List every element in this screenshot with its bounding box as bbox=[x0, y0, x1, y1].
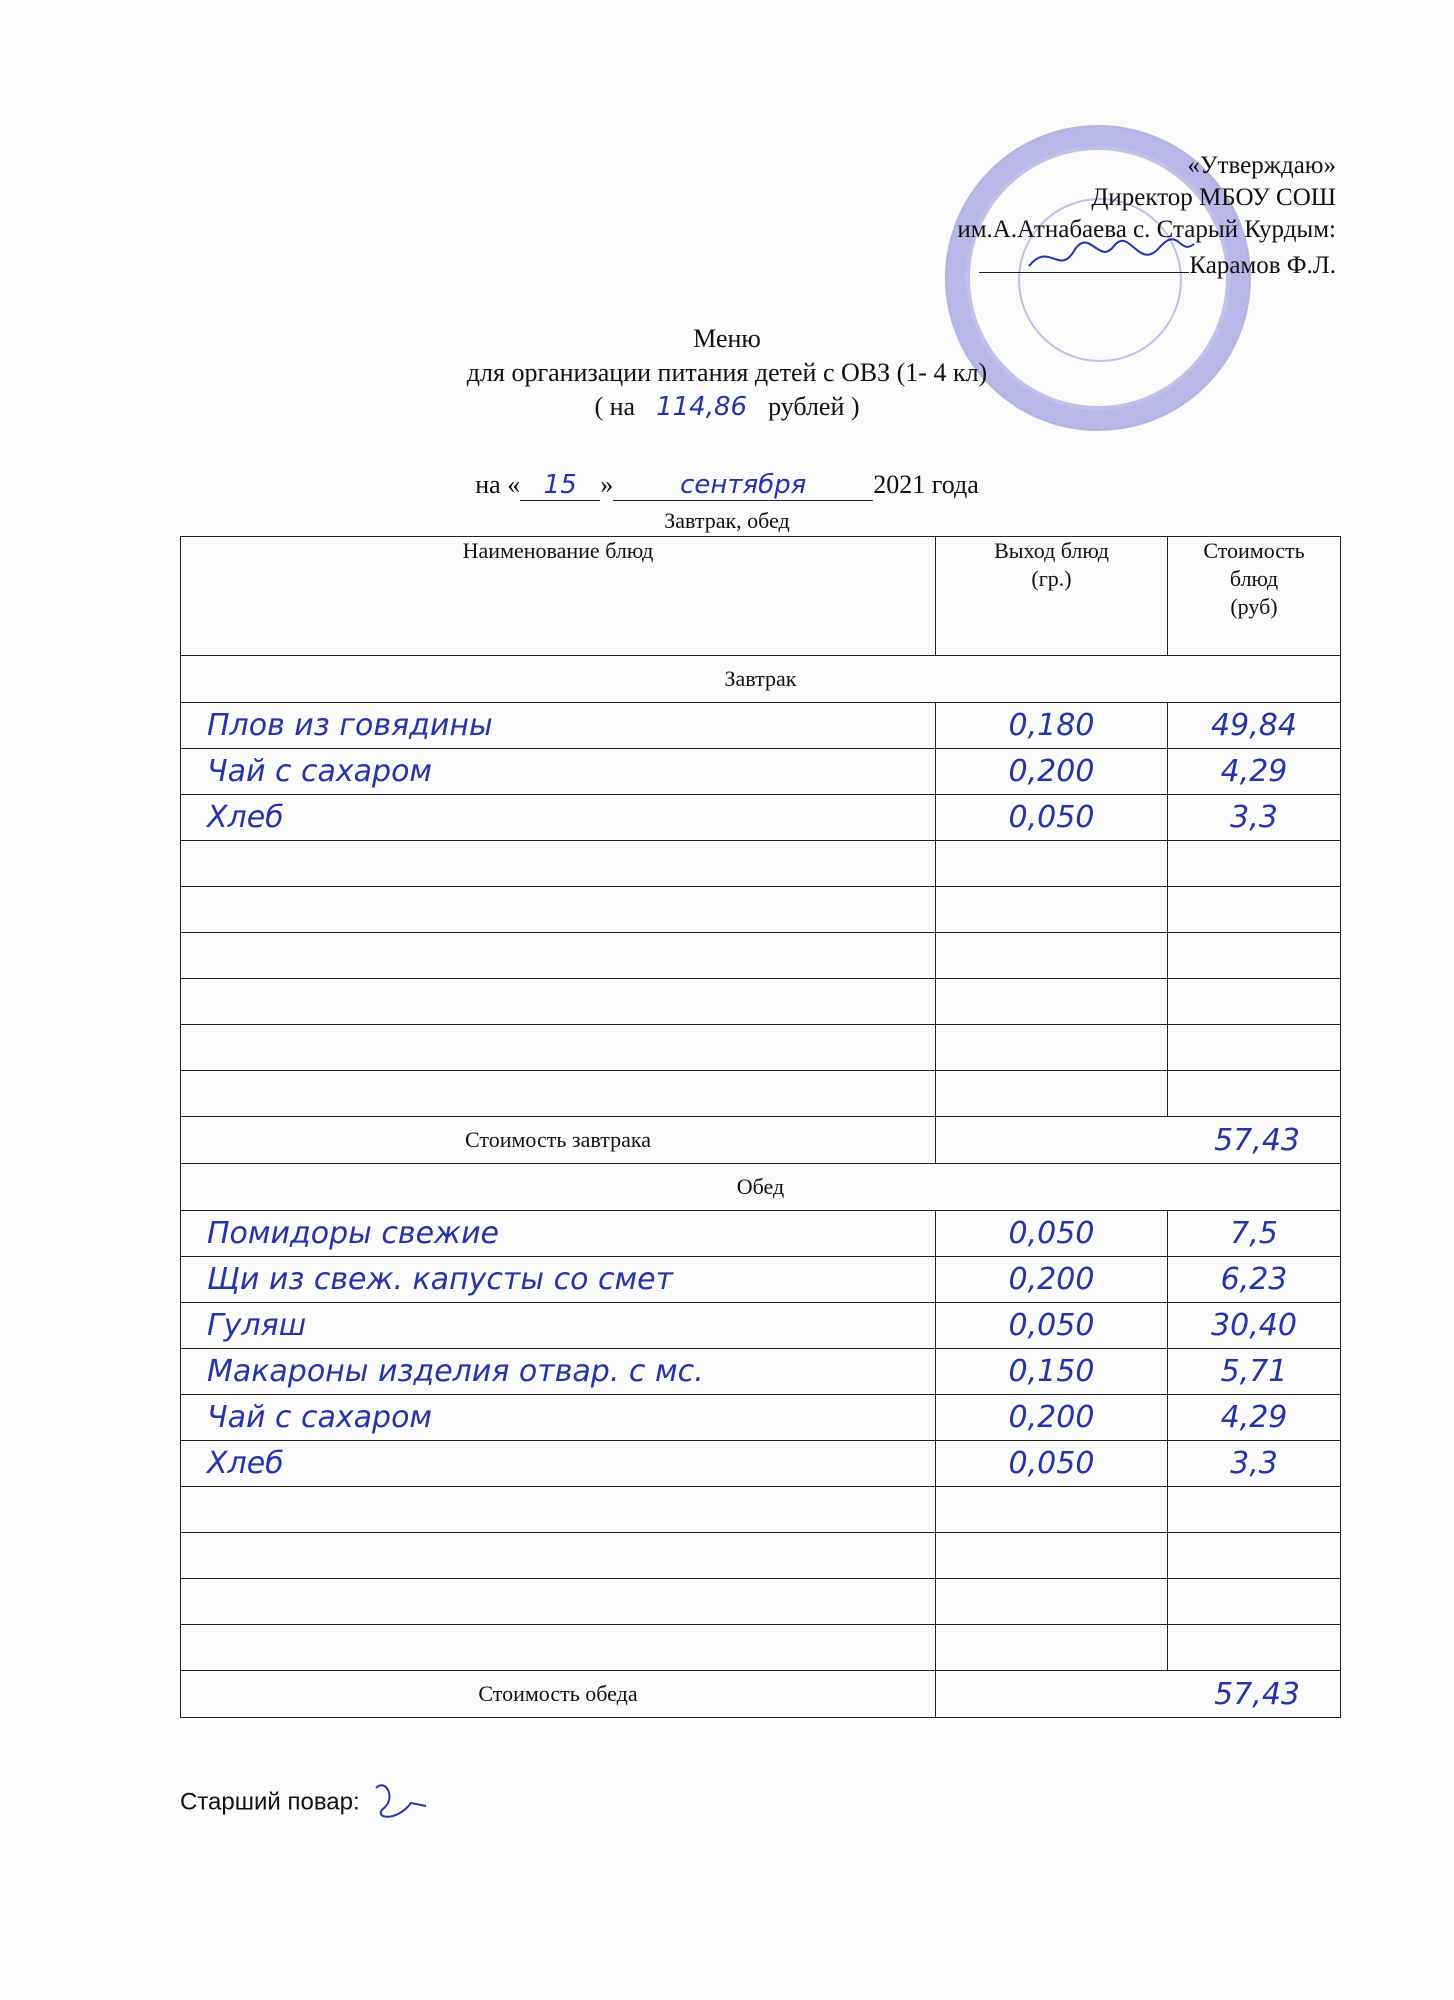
dish-name: Чай с сахаром bbox=[207, 1399, 433, 1435]
director-signature bbox=[979, 246, 1189, 273]
empty-cell bbox=[1168, 1025, 1341, 1071]
date-prefix: на « bbox=[475, 470, 521, 499]
dish-cost: 5,71 bbox=[1220, 1353, 1288, 1389]
empty-cell bbox=[181, 1071, 936, 1117]
empty-cell bbox=[1168, 1579, 1341, 1625]
empty-cell bbox=[181, 841, 936, 887]
header-dish-name: Наименование блюд bbox=[181, 537, 936, 656]
empty-table-row bbox=[181, 979, 1341, 1025]
lunch-section-row bbox=[181, 1164, 1341, 1211]
table-row bbox=[181, 749, 1341, 795]
dish-name: Хлеб bbox=[207, 799, 284, 835]
header-cost: Стоимость блюд (руб) bbox=[1168, 537, 1341, 656]
table-row bbox=[181, 795, 1341, 841]
dish-name-cell bbox=[181, 1441, 936, 1487]
approval-school: им.А.Атнабаева с. Старый Курдым: bbox=[957, 216, 1336, 243]
dish-output: 0,180 bbox=[1008, 707, 1095, 743]
empty-cell bbox=[936, 1533, 1168, 1579]
empty-table-row bbox=[181, 1625, 1341, 1671]
empty-cell bbox=[1168, 841, 1341, 887]
dish-cost-cell bbox=[1168, 749, 1341, 795]
lunch-total-row bbox=[181, 1671, 1341, 1718]
dish-output: 0,050 bbox=[1008, 799, 1095, 835]
breakfast-total-row bbox=[181, 1117, 1341, 1164]
empty-cell bbox=[936, 1579, 1168, 1625]
approval-signature-line bbox=[957, 246, 1336, 282]
dish-cost: 7,5 bbox=[1230, 1215, 1278, 1251]
dish-output: 0,200 bbox=[1008, 1261, 1095, 1297]
dish-cost: 4,29 bbox=[1220, 1399, 1288, 1435]
empty-cell bbox=[936, 841, 1168, 887]
date-day: 15 bbox=[520, 470, 600, 501]
dish-output-cell bbox=[936, 1349, 1168, 1395]
dish-cost: 6,23 bbox=[1220, 1261, 1288, 1297]
empty-cell bbox=[1168, 1071, 1341, 1117]
dish-output: 0,050 bbox=[1008, 1215, 1095, 1251]
empty-table-row bbox=[181, 887, 1341, 933]
chef-signature-block bbox=[180, 1778, 436, 1828]
dish-name-cell bbox=[181, 703, 936, 749]
chef-label: Старший повар: bbox=[180, 1788, 360, 1816]
director-name: Карамов Ф.Л. bbox=[1189, 252, 1336, 279]
dish-name-cell bbox=[181, 1349, 936, 1395]
dish-output-cell bbox=[936, 1441, 1168, 1487]
table-row bbox=[181, 1257, 1341, 1303]
approval-position: Директор МБОУ СОШ bbox=[1091, 184, 1336, 211]
table-row bbox=[181, 1211, 1341, 1257]
empty-cell bbox=[936, 1487, 1168, 1533]
breakfast-total-amount: 57,43 bbox=[1214, 1122, 1300, 1158]
dish-cost-cell bbox=[1168, 703, 1341, 749]
empty-cell bbox=[181, 1487, 936, 1533]
empty-table-row bbox=[181, 1025, 1341, 1071]
date-month: сентября bbox=[613, 470, 873, 501]
dish-cost-cell bbox=[1168, 1441, 1341, 1487]
meal-caption: Завтрак, обед bbox=[664, 508, 790, 533]
empty-cell bbox=[181, 1533, 936, 1579]
empty-cell bbox=[181, 1579, 936, 1625]
dish-output: 0,150 bbox=[1008, 1353, 1095, 1389]
dish-name-cell bbox=[181, 749, 936, 795]
dish-cost: 30,40 bbox=[1211, 1307, 1297, 1343]
breakfast-total-value bbox=[936, 1117, 1341, 1164]
menu-title-block bbox=[0, 322, 1454, 424]
empty-cell bbox=[936, 1025, 1168, 1071]
empty-cell bbox=[936, 933, 1168, 979]
empty-cell bbox=[936, 887, 1168, 933]
dish-name: Макароны изделия отвар. с мс. bbox=[207, 1353, 704, 1389]
empty-cell bbox=[1168, 1487, 1341, 1533]
dish-name: Хлеб bbox=[207, 1445, 284, 1481]
table-row bbox=[181, 703, 1341, 749]
empty-cell bbox=[1168, 1625, 1341, 1671]
dish-name-cell bbox=[181, 1303, 936, 1349]
table-row bbox=[181, 1349, 1341, 1395]
empty-cell bbox=[1168, 887, 1341, 933]
dish-cost-cell bbox=[1168, 1349, 1341, 1395]
date-mid: » bbox=[600, 470, 614, 499]
dish-output-cell bbox=[936, 1395, 1168, 1441]
dish-output: 0,200 bbox=[1008, 1399, 1095, 1435]
dish-cost: 3,3 bbox=[1230, 1445, 1278, 1481]
price-prefix: ( на bbox=[594, 392, 636, 421]
dish-name-cell bbox=[181, 1257, 936, 1303]
empty-cell bbox=[181, 887, 936, 933]
dish-output: 0,050 bbox=[1008, 1445, 1095, 1481]
dish-cost-cell bbox=[1168, 1303, 1341, 1349]
empty-cell bbox=[1168, 933, 1341, 979]
breakfast-total-label: Стоимость завтрака bbox=[181, 1117, 936, 1164]
empty-cell bbox=[181, 979, 936, 1025]
dish-name: Помидоры свежие bbox=[207, 1215, 500, 1251]
approval-block bbox=[957, 150, 1336, 282]
lunch-total-amount: 57,43 bbox=[1214, 1676, 1300, 1712]
signature-scribble bbox=[1019, 236, 1229, 276]
dish-name-cell bbox=[181, 1395, 936, 1441]
breakfast-section-row bbox=[181, 656, 1341, 703]
empty-cell bbox=[1168, 979, 1341, 1025]
chef-signature-scribble bbox=[366, 1778, 436, 1828]
price-suffix: рублей ) bbox=[768, 392, 860, 421]
dish-output-cell bbox=[936, 795, 1168, 841]
empty-table-row bbox=[181, 933, 1341, 979]
empty-cell bbox=[1168, 1533, 1341, 1579]
table-row bbox=[181, 1441, 1341, 1487]
table-header-row bbox=[181, 537, 1341, 656]
menu-title: Меню bbox=[693, 324, 761, 353]
empty-table-row bbox=[181, 841, 1341, 887]
empty-table-row bbox=[181, 1487, 1341, 1533]
empty-table-row bbox=[181, 1533, 1341, 1579]
dish-cost-cell bbox=[1168, 1211, 1341, 1257]
breakfast-title: Завтрак bbox=[181, 656, 1341, 703]
dish-output-cell bbox=[936, 1211, 1168, 1257]
menu-date bbox=[0, 470, 1454, 501]
dish-cost: 4,29 bbox=[1220, 753, 1288, 789]
dish-name-cell bbox=[181, 1211, 936, 1257]
empty-table-row bbox=[181, 1579, 1341, 1625]
dish-cost-cell bbox=[1168, 795, 1341, 841]
empty-cell bbox=[936, 979, 1168, 1025]
menu-table bbox=[180, 536, 1341, 1718]
dish-cost: 3,3 bbox=[1230, 799, 1278, 835]
lunch-total-label: Стоимость обеда bbox=[181, 1671, 936, 1718]
menu-subtitle: для организации питания детей с ОВЗ (1- 4 кл) bbox=[466, 358, 988, 387]
price-value: 114,86 bbox=[656, 392, 748, 422]
dish-output-cell bbox=[936, 1257, 1168, 1303]
dish-output-cell bbox=[936, 1303, 1168, 1349]
menu-price-line bbox=[0, 390, 1454, 424]
dish-output-cell bbox=[936, 749, 1168, 795]
header-output: Выход блюд (гр.) bbox=[936, 537, 1168, 656]
table-row bbox=[181, 1395, 1341, 1441]
dish-cost-cell bbox=[1168, 1395, 1341, 1441]
dish-name: Щи из свеж. капусты со смет bbox=[207, 1261, 674, 1297]
empty-table-row bbox=[181, 1071, 1341, 1117]
dish-output-cell bbox=[936, 703, 1168, 749]
dish-cost-cell bbox=[1168, 1257, 1341, 1303]
lunch-title: Обед bbox=[181, 1164, 1341, 1211]
empty-cell bbox=[936, 1625, 1168, 1671]
lunch-total-value bbox=[936, 1671, 1341, 1718]
dish-output: 0,200 bbox=[1008, 753, 1095, 789]
dish-name: Чай с сахаром bbox=[207, 753, 433, 789]
table-row bbox=[181, 1303, 1341, 1349]
dish-name: Гуляш bbox=[207, 1307, 307, 1343]
empty-cell bbox=[181, 1625, 936, 1671]
empty-cell bbox=[181, 1025, 936, 1071]
dish-name: Плов из говядины bbox=[207, 707, 493, 743]
empty-cell bbox=[936, 1071, 1168, 1117]
empty-cell bbox=[181, 933, 936, 979]
approval-title: «Утверждаю» bbox=[1187, 152, 1336, 179]
date-year: 2021 года bbox=[873, 470, 979, 499]
dish-output: 0,050 bbox=[1008, 1307, 1095, 1343]
dish-name-cell bbox=[181, 795, 936, 841]
dish-cost: 49,84 bbox=[1211, 707, 1297, 743]
